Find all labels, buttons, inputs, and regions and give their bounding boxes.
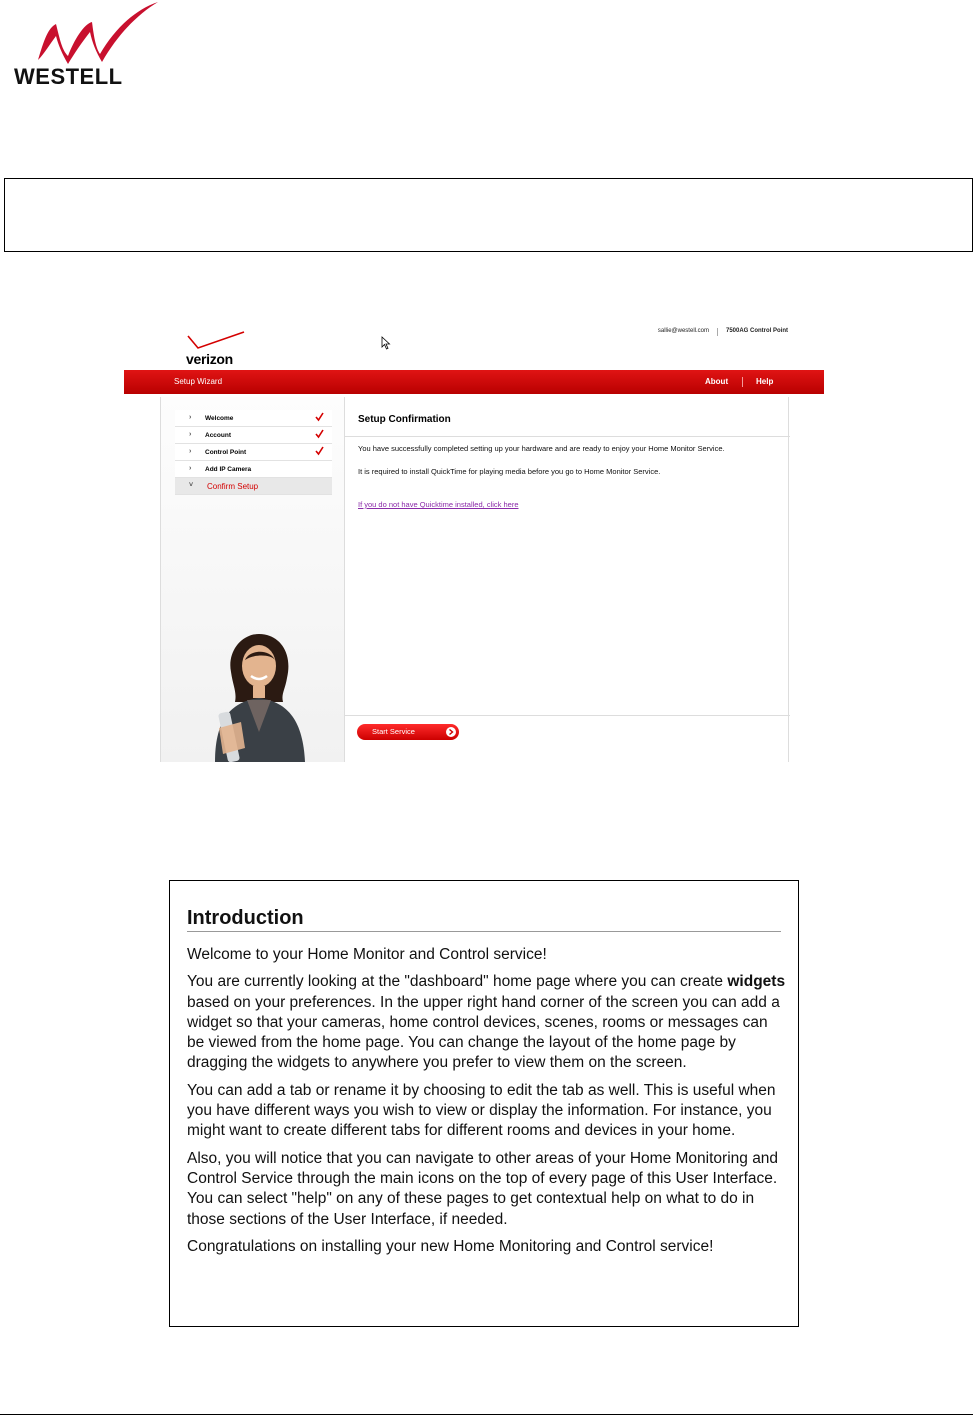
step-add-ip-camera[interactable]	[175, 461, 332, 478]
nav-title: Setup Wizard	[174, 377, 223, 386]
text-run: You are currently looking at the "dashboard" home page where you can create	[187, 973, 728, 991]
westell-logo	[14, 0, 164, 90]
nav-bar	[124, 370, 824, 394]
start-service-button[interactable]	[357, 724, 459, 740]
step-label: Confirm Setup	[207, 482, 259, 491]
check-icon	[315, 429, 324, 439]
quicktime-install-link[interactable]: If you do not have Quicktime installed, click here	[358, 500, 519, 509]
divider	[345, 436, 790, 437]
chevron-right-icon: ›	[189, 465, 192, 472]
nav-divider	[742, 377, 743, 387]
chevron-right-icon: ›	[189, 448, 192, 455]
check-icon	[315, 446, 324, 456]
start-service-label: Start Service	[372, 727, 415, 736]
verizon-wordmark: verizon	[186, 351, 233, 367]
intro-paragraph: You can add a tab or rename it by choosing to edit the tab as well. This is useful when you have different ways you wish to view or display the information. For instance, you might want to create different tabs for different rooms and devices in your home.	[187, 1081, 776, 1140]
check-icon	[315, 412, 324, 422]
step-confirm-setup[interactable]	[175, 478, 332, 495]
intro-paragraph: Congratulations on installing your new Home Monitoring and Control service!	[187, 1237, 714, 1255]
mouse-cursor-icon	[381, 336, 391, 350]
title-underline	[187, 931, 781, 932]
note-box	[4, 178, 973, 252]
step-label: Add IP Camera	[205, 466, 252, 473]
step-control-point[interactable]	[175, 444, 332, 461]
intro-paragraph: Also, you will notice that you can navigate to other areas of your Home Monitoring and Control Service through the main icons on the top of every page of this User Interface. You can select "help" on any of these pages to get contextual help on what to do in those sections of the User Interface, if needed.	[187, 1149, 779, 1228]
account-links	[658, 328, 788, 336]
success-message: You have successfully completed setting up your hardware and are ready to enjoy your Home Monitor Service.	[358, 444, 725, 453]
woman-with-laptop-photo	[201, 632, 319, 762]
footer-rule	[0, 1414, 973, 1415]
westell-wordmark: WESTELL	[14, 64, 123, 89]
introduction-body	[187, 945, 787, 1264]
step-label: Welcome	[205, 415, 234, 422]
introduction-help-box	[169, 880, 799, 1327]
wizard-sidebar	[160, 397, 344, 762]
introduction-title: Introduction	[187, 907, 304, 929]
verizon-check-icon	[186, 330, 246, 350]
quicktime-message: It is required to install QuickTime for playing media before you go to Home Monitor Service.	[358, 467, 661, 476]
device-name-link[interactable]: 7500AG Control Point	[725, 328, 788, 334]
chevron-right-icon: ›	[189, 431, 192, 438]
widgets-term: widgets	[727, 973, 786, 991]
step-label: Account	[205, 432, 231, 439]
step-welcome[interactable]	[175, 410, 332, 427]
about-link[interactable]: About	[705, 377, 729, 386]
panel-heading: Setup Confirmation	[358, 414, 451, 425]
wizard-steps	[175, 410, 332, 495]
help-link[interactable]: Help	[756, 377, 774, 386]
arrow-right-circle-icon	[446, 727, 456, 737]
divider	[345, 715, 790, 716]
verizon-logo	[184, 328, 254, 368]
user-email-link[interactable]: sallie@westell.com	[657, 328, 709, 334]
westell-w-mark-icon	[34, 0, 164, 66]
setup-wizard-screenshot	[124, 320, 824, 765]
step-label: Control Point	[205, 449, 247, 456]
chevron-down-icon: ˅	[189, 482, 194, 489]
link-divider	[717, 328, 718, 336]
chevron-right-icon: ›	[189, 414, 192, 421]
intro-paragraph: Welcome to your Home Monitor and Control service!	[187, 946, 547, 963]
confirmation-panel	[344, 397, 789, 762]
intro-paragraph	[187, 972, 787, 1073]
step-account[interactable]	[175, 427, 332, 444]
text-run: based on your preferences. In the upper right hand corner of the screen you can add a widget so that your cameras, home control devices, scenes, rooms or messages can be viewed from the home page. You can change the layout of the home page by dragging the widgets to anywhere you prefer to view them on the screen.	[187, 993, 780, 1072]
